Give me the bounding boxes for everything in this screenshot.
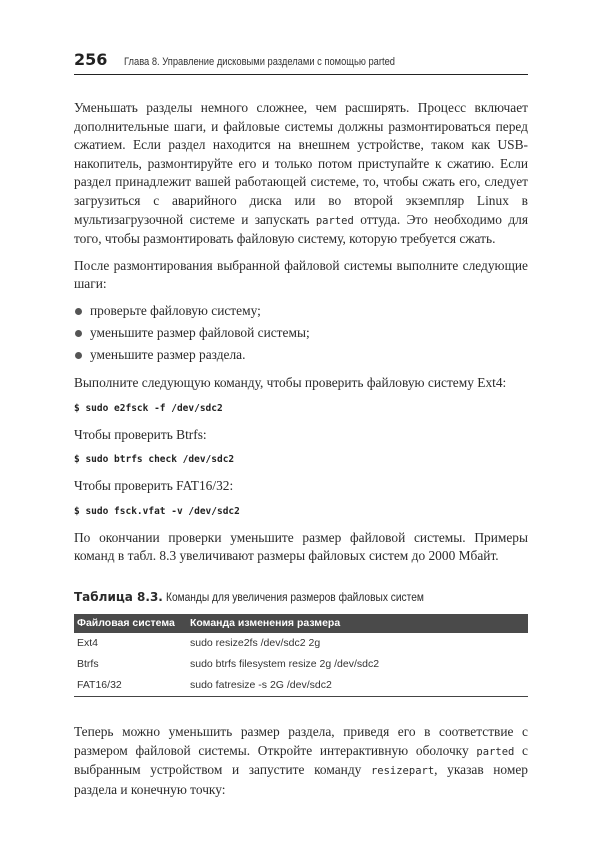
paragraph [74,99,528,249]
table-cell: sudo btrfs filesystem resize 2g /dev/sdc2 [190,658,380,671]
caption-text: Команды для увеличения размеров файловых систем [166,589,425,604]
caption-label: Таблица 8.3. [74,589,163,604]
table-caption [74,590,528,604]
inline-code: resizepart [370,765,435,778]
table-header-row [74,614,528,633]
table-row [74,654,528,675]
chapter-title: Глава 8. Управление дисковыми разделами с помощью parted [124,56,395,68]
text: оттуда. Это необходимо для того, чтобы размонтировать файловую систему, которую требуется сжать. [74,211,528,247]
column-header: Файловая система [74,614,187,633]
table-cell: sudo fatresize -s 2G /dev/sdc2 [190,679,332,692]
text: Теперь можно уменьшить размер раздела, приведя его в соответствие с размером файловой системы. Откройте интерактивную оболочку [74,723,528,758]
list-item: проверьте файловую систему; [74,300,528,322]
bullet-list [74,300,528,366]
inline-code: parted [315,214,354,227]
page-number: 256 [74,50,108,69]
code-command: $ sudo btrfs check /dev/sdc2 [74,454,235,466]
paragraph: Чтобы проверить FAT16/32: [74,478,234,494]
table-row [74,675,528,697]
book-page [74,50,528,799]
table-row [74,633,528,654]
paragraph [74,723,528,799]
resize-commands-table [74,614,528,697]
paragraph: После размонтирования выбранной файловой системы выполните следующие шаги: [74,257,528,292]
column-header: Команда изменения размера [187,614,528,633]
paragraph: Выполните следующую команду, чтобы проверить файловую систему Ext4: [74,374,507,390]
inline-code: parted [476,745,515,758]
table-cell: FAT16/32 [77,679,122,692]
list-item: уменьшите размер раздела. [74,344,528,366]
paragraph: Чтобы проверить Btrfs: [74,426,207,442]
table-cell: sudo resize2fs /dev/sdc2 2g [190,637,321,650]
code-command: $ sudo e2fsck -f /dev/sdc2 [74,402,223,414]
text: с выбранным устройством и запустите команду [74,742,528,778]
text: , указав номер раздела и конечную точку: [74,762,528,797]
running-header [74,50,528,75]
code-command: $ sudo fsck.vfat -v /dev/sdc2 [74,505,240,517]
table-cell: Btrfs [77,658,99,671]
list-item: уменьшите размер файловой системы; [74,322,528,344]
table-cell: Ext4 [77,637,99,650]
paragraph: По окончании проверки уменьшите размер файловой системы. Примеры команд в табл. 8.3 увеличивают размеры файловых систем до 2000 Мбайт. [74,529,528,564]
text: Уменьшать разделы немного сложнее, чем расширять. Процесс включает дополнительные шаги, и файловые системы должны размонтироваться перед сжатием. Если раздел находится на внешнем устройстве, таком как USB-накопитель, размонтируйте его и только потом приступайте к сжатию. Если раздел принадлежит вашей работающей системе, то, чтобы сжать его, следует загрузиться с аварийного диска или во второй экземпляр Linux в мультизагрузочной системе и запускать [74,100,528,227]
